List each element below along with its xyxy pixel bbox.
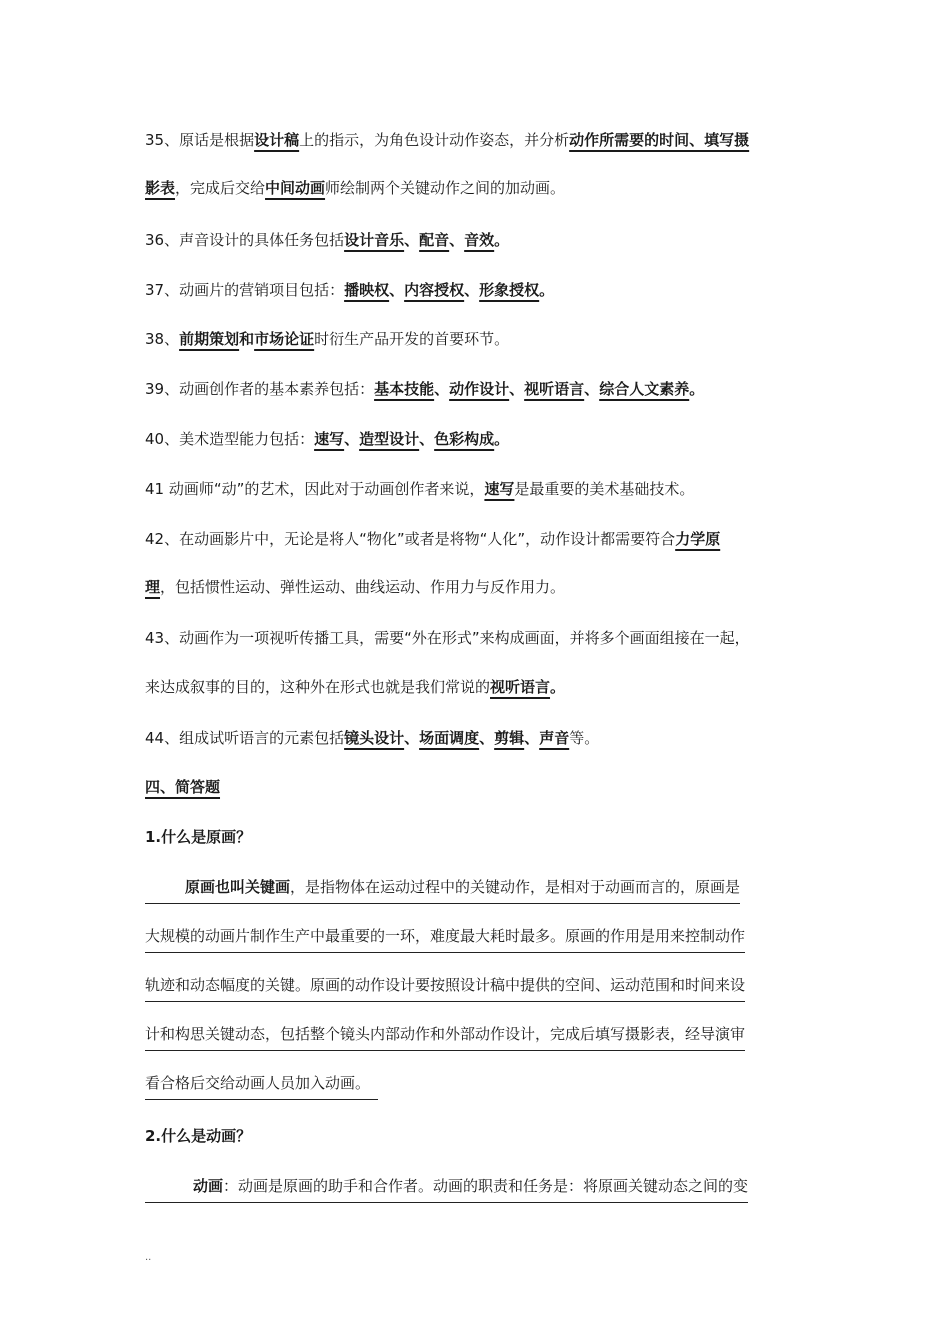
answer-2-line1 [145,1175,748,1203]
q39-answer: 视听语言 [524,380,585,398]
q44-answer: 声音 [539,729,570,747]
q38-text: 时衍生产品开发的首要环节。 [314,330,510,348]
q36-line [145,229,509,251]
q37-text: 37、动画片的营销项目包括： [145,281,345,299]
q38-number: 38、 [145,330,180,348]
q43-answer: 视听语言 [490,678,551,696]
separator: 、 [434,380,450,398]
q41-text: 是最重要的美术基础技术。 [514,480,695,498]
q39-line [145,378,704,400]
period: 。 [689,380,705,398]
q36-text: 36、声音设计的具体任务包括 [145,231,345,249]
q43-text: 43、动画作为一项视听传播工具，需要“外在形式”来构成画面，并将多个画面组接在一起， [145,629,750,647]
separator: 、 [344,430,360,448]
separator: 、 [509,380,525,398]
q37-line [145,279,554,301]
separator: 、 [584,380,600,398]
q44-answer: 剪辑 [494,729,525,747]
q43-line1 [145,627,750,649]
answer-1-line5 [145,1072,378,1100]
period: 。 [550,678,566,696]
q44-answer: 场面调度 [419,729,480,747]
q40-line [145,428,509,450]
answer-keyword: 原画也叫关键画 [185,878,291,896]
answer-line: 看合格后交给动画人员加入动画。 [145,1072,378,1100]
answer-text: ：动画是原画的助手和合作者。动画的职责和任务是：将原画关键动态之间的变 [223,1177,749,1195]
q37-answer: 形象授权 [479,281,540,299]
q40-answer: 色彩构成 [434,430,495,448]
answer-line: 计和构思关键动态，包括整个镜头内部动作和外部动作设计，完成后填写摄影表，经导演审 [145,1023,745,1051]
q43-text: 来达成叙事的目的，这种外在形式也就是我们常说的 [145,678,491,696]
q36-answer: 设计音乐 [344,231,405,249]
separator: 、 [404,231,420,249]
q35-line1 [145,129,749,151]
period: 。 [539,281,555,299]
question-1-title [145,826,251,848]
answer-1-line1 [145,876,740,904]
q35-text: 原话是根据 [179,131,255,149]
q44-answer: 镜头设计 [344,729,405,747]
question-2-title [145,1125,251,1147]
q44-text: 44、组成试听语言的元素包括 [145,729,345,747]
q39-answer: 综合人文素养 [599,380,690,398]
separator: 、 [389,281,405,299]
answer-line [145,1175,748,1203]
q35-number: 35、 [145,131,180,149]
q43-line2 [145,676,565,698]
separator: 、 [524,729,540,747]
answer-1-line4 [145,1023,745,1051]
page-footer-mark: .. [145,1252,152,1263]
period: 。 [494,231,510,249]
q42-answer: 力学原 [675,530,721,548]
q40-answer: 速写 [314,430,345,448]
period: 。 [494,430,510,448]
q41-answer: 速写 [484,480,515,498]
q35-answer: 动作所需要的时间、填写摄 [569,131,750,149]
q35-text: 上的指示，为角色设计动作姿态，并分析 [299,131,570,149]
answer-text: ，是指物体在运动过程中的关键动作，是相对于动画而言的，原画是 [290,878,741,896]
q38-line [145,328,509,350]
q42-answer: 理 [145,578,161,596]
separator: 、 [464,281,480,299]
q39-answer: 动作设计 [449,380,510,398]
q36-answer: 音效 [464,231,495,249]
q42-line1 [145,528,720,550]
q35-text: 师绘制两个关键动作之间的加动画。 [325,179,566,197]
q41-text: 41 动画师“动”的艺术，因此对于动画创作者来说， [145,480,485,498]
q44-text: 等。 [569,729,600,747]
answer-1-line2 [145,925,745,953]
answer-keyword: 动画 [193,1177,224,1195]
q42-line2 [145,576,565,598]
separator: 、 [479,729,495,747]
q39-text: 39、动画创作者的基本素养包括： [145,380,375,398]
answer-line: 轨迹和动态幅度的关键。原画的动作设计要按照设计稿中提供的空间、运动范围和时间来设 [145,974,745,1002]
q41-line [145,478,694,500]
q35-text: ，完成后交给 [175,179,266,197]
question-text: 2.什么是动画？ [145,1127,252,1145]
question-text: 1.什么是原画？ [145,828,252,846]
separator: 、 [449,231,465,249]
q40-text: 40、美术造型能力包括： [145,430,315,448]
q35-answer: 设计稿 [254,131,300,149]
q44-line [145,727,599,749]
q36-answer: 配音 [419,231,450,249]
q42-text: ，包括惯性运动、弹性运动、曲线运动、作用力与反作用力。 [160,578,566,596]
answer-line [145,876,740,904]
separator: 、 [419,430,435,448]
q42-text: 42、在动画影片中，无论是将人“物化”或者是将物“人化”，动作设计都需要符合 [145,530,676,548]
q38-answer: 市场论证 [254,330,315,348]
answer-line: 大规模的动画片制作生产中最重要的一环，难度最大耗时最多。原画的作用是用来控制动作 [145,925,745,953]
separator: 、 [404,729,420,747]
q38-answer: 前期策划 [179,330,240,348]
q35-line2 [145,177,565,199]
answer-1-line3 [145,974,745,1002]
section-title: 四、简答题 [145,778,221,796]
q40-answer: 造型设计 [359,430,420,448]
section-heading [145,776,220,798]
q39-answer: 基本技能 [374,380,435,398]
q35-answer: 影表 [145,179,176,197]
q37-answer: 内容授权 [404,281,465,299]
q38-conjunction: 和 [239,330,255,348]
q37-answer: 播映权 [344,281,390,299]
q35-answer: 中间动画 [265,179,326,197]
